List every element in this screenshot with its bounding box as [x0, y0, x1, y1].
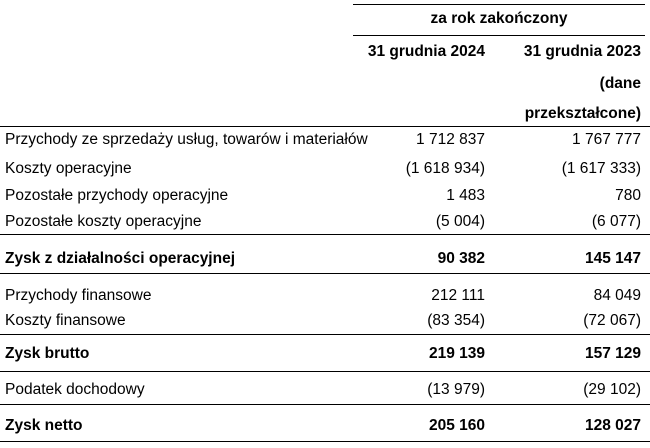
header-bottom-rule	[0, 126, 650, 127]
value-2024: (1 618 934)	[405, 160, 485, 177]
row-label: Pozostałe koszty operacyjne	[5, 213, 202, 230]
table-row	[0, 210, 650, 234]
row-label: Koszty finansowe	[5, 312, 126, 329]
period-header: za rok zakończony	[430, 10, 568, 27]
header-top-rule	[353, 4, 645, 5]
value-2023: (29 102)	[583, 381, 641, 398]
row-label: Zysk netto	[5, 417, 83, 434]
rule-after-operating-profit	[0, 273, 650, 274]
value-2023: 1 767 777	[572, 131, 641, 148]
table-row	[0, 414, 650, 438]
row-label: Zysk z działalności operacyjnej	[5, 250, 236, 267]
rule-after-gross-profit	[0, 371, 650, 372]
value-2024: 1 483	[446, 187, 485, 204]
rule-after-net-profit	[0, 441, 650, 442]
value-2023: 84 049	[593, 287, 641, 304]
table-row	[0, 342, 650, 366]
table-row	[0, 378, 650, 402]
column-header-2023-note-1: (dane	[599, 75, 641, 92]
value-2023: 128 027	[584, 417, 641, 434]
table-row	[0, 184, 650, 208]
table-row	[0, 309, 650, 333]
value-2024: 1 712 837	[416, 131, 485, 148]
column-header-2023: 31 grudnia 2023	[523, 43, 641, 60]
table-row	[0, 157, 650, 181]
rule-before-operating-profit	[0, 234, 650, 235]
row-label: Podatek dochodowy	[5, 381, 145, 398]
row-label: Przychody finansowe	[5, 287, 152, 304]
table-row	[0, 284, 650, 308]
column-header-2023-note-2: przekształcone)	[524, 105, 641, 122]
rule-before-gross-profit	[0, 334, 650, 335]
value-2024: (13 979)	[427, 381, 485, 398]
column-header-2024: 31 grudnia 2024	[367, 43, 485, 60]
value-2024: 219 139	[428, 345, 485, 362]
row-label: Pozostałe przychody operacyjne	[5, 187, 229, 204]
period-header-rule	[353, 35, 645, 36]
value-2023: 780	[615, 187, 641, 204]
value-2024: (83 354)	[427, 312, 485, 329]
rule-before-net-profit	[0, 404, 650, 405]
value-2024: 205 160	[428, 417, 485, 434]
value-2024: (5 004)	[435, 213, 485, 230]
value-2023: 157 129	[584, 345, 641, 362]
value-2023: 145 147	[584, 250, 641, 267]
value-2024: 90 382	[437, 250, 485, 267]
table-row	[0, 247, 650, 271]
row-label: Koszty operacyjne	[5, 160, 132, 177]
table-row	[0, 128, 650, 152]
row-label: Przychody ze sprzedaży usług, towarów i materiałów	[5, 131, 368, 148]
value-2024: 212 111	[431, 287, 485, 304]
value-2023: (72 067)	[583, 312, 641, 329]
value-2023: (1 617 333)	[561, 160, 641, 177]
row-label: Zysk brutto	[5, 345, 90, 362]
value-2023: (6 077)	[591, 213, 641, 230]
